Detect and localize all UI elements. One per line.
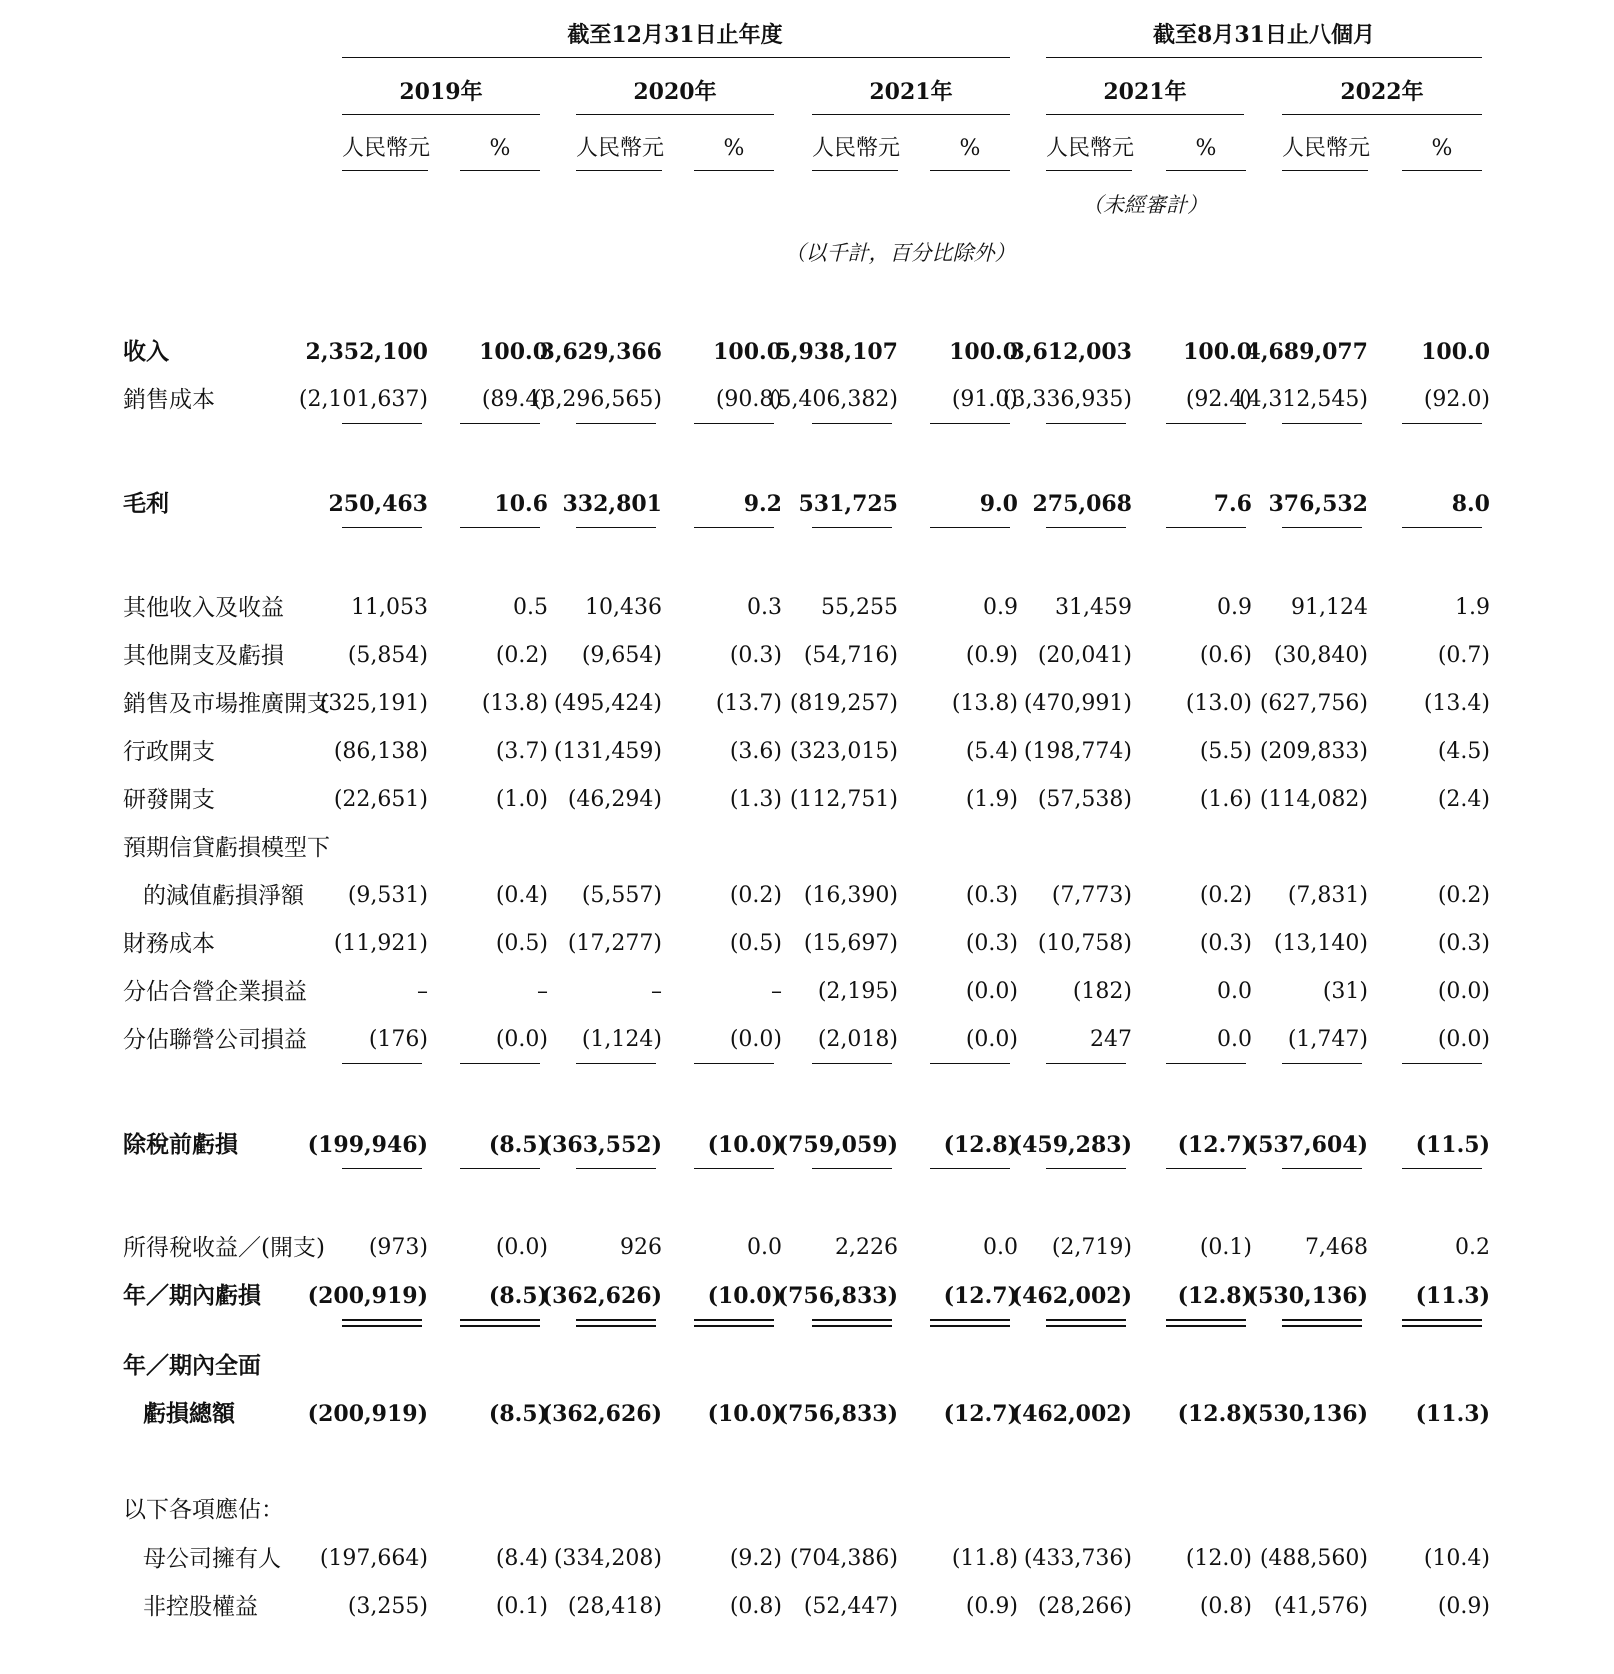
subtotal-rule (576, 1168, 656, 1169)
amount-cell: (5,406,382) (768, 387, 898, 412)
year-underline (576, 114, 774, 115)
pct-cell: (10.0) (707, 1132, 782, 1158)
subtotal-rule (812, 423, 892, 424)
subtotal-rule (930, 527, 1010, 528)
year-header-2019: 2019年 (399, 79, 483, 105)
pct-cell: 0.9 (1217, 595, 1252, 620)
pct-cell: 8.0 (1451, 491, 1490, 517)
pct-cell: – (771, 979, 782, 1004)
pct-cell: 0.5 (513, 595, 548, 620)
amount-cell: (462,002) (1011, 1401, 1132, 1427)
unit-underline (812, 170, 898, 171)
pct-cell: (0.1) (1199, 1235, 1252, 1260)
total-double-rule (1402, 1325, 1482, 1327)
pct-underline (1402, 170, 1482, 171)
subtotal-rule (342, 1063, 422, 1064)
total-double-rule (930, 1325, 1010, 1327)
amount-cell: (114,082) (1259, 787, 1368, 812)
pct-cell: 9.0 (979, 491, 1018, 517)
pct-cell: (0.8) (729, 1594, 782, 1619)
amount-cell: (325,191) (319, 691, 428, 716)
pct-cell: (90.8) (715, 387, 782, 412)
amount-cell: (13,140) (1273, 931, 1368, 956)
row-label: 其他開支及虧損 (123, 643, 284, 669)
subtotal-rule (930, 423, 1010, 424)
subtotal-rule (1402, 527, 1482, 528)
pct-cell: (12.7) (943, 1283, 1018, 1309)
amount-cell: 250,463 (328, 491, 428, 517)
pct-cell: (0.3) (1199, 931, 1252, 956)
total-double-rule (460, 1319, 540, 1321)
pct-cell: (0.0) (965, 979, 1018, 1004)
amount-cell: (2,195) (817, 979, 898, 1004)
year-underline (342, 114, 540, 115)
pct-cell: (0.5) (729, 931, 782, 956)
pct-cell: (0.6) (1199, 643, 1252, 668)
year-underline (812, 114, 1010, 115)
amount-cell: (627,756) (1259, 691, 1368, 716)
group-underline-fiscal-year (342, 57, 1010, 58)
amount-cell: (1,747) (1287, 1027, 1368, 1052)
amount-cell: 531,725 (798, 491, 898, 517)
amount-cell: (470,991) (1023, 691, 1132, 716)
amount-cell: (11,921) (333, 931, 428, 956)
amount-cell: (86,138) (333, 739, 428, 764)
subtotal-rule (342, 527, 422, 528)
row-label: 銷售及市場推廣開支 (123, 691, 330, 717)
amount-cell: (334,208) (553, 1546, 662, 1571)
pct-cell: (11.3) (1415, 1283, 1490, 1309)
amount-cell: 31,459 (1055, 595, 1132, 620)
row-label: 母公司擁有人 (143, 1546, 281, 1572)
amount-cell: (530,136) (1247, 1401, 1368, 1427)
amount-cell: (10,758) (1037, 931, 1132, 956)
pct-cell: (0.2) (729, 883, 782, 908)
pct-cell: (0.8) (1199, 1594, 1252, 1619)
row-label-continued: 虧損總額 (143, 1400, 235, 1427)
pct-cell: 0.0 (1217, 1027, 1252, 1052)
pct-cell: (8.5) (488, 1283, 548, 1309)
amount-cell: (31) (1322, 979, 1368, 1004)
amount-cell: (200,919) (307, 1283, 428, 1309)
subtotal-rule (812, 1063, 892, 1064)
pct-cell: (8.5) (488, 1401, 548, 1427)
subtotal-rule (1282, 1168, 1362, 1169)
amount-cell: 10,436 (585, 595, 662, 620)
pct-cell: 10.6 (494, 491, 548, 517)
total-double-rule (460, 1325, 540, 1327)
pct-cell: (0.0) (1437, 979, 1490, 1004)
subtotal-rule (460, 1168, 540, 1169)
amount-cell: (537,604) (1247, 1132, 1368, 1158)
unit-underline (576, 170, 662, 171)
amount-cell: (973) (368, 1235, 428, 1260)
amount-cell: 376,532 (1268, 491, 1368, 517)
amount-cell: (7,831) (1287, 883, 1368, 908)
amount-cell: (28,418) (567, 1594, 662, 1619)
row-label: 行政開支 (123, 739, 215, 765)
pct-cell: (12.8) (1177, 1401, 1252, 1427)
pct-cell: (1.6) (1199, 787, 1252, 812)
pct-cell: 0.0 (747, 1235, 782, 1260)
row-label: 分佔聯營公司損益 (123, 1027, 307, 1053)
pct-cell: (11.3) (1415, 1401, 1490, 1427)
pct-cell: 0.3 (747, 595, 782, 620)
amount-cell: (530,136) (1247, 1283, 1368, 1309)
amount-cell: (16,390) (803, 883, 898, 908)
pct-cell: (0.2) (1437, 883, 1490, 908)
pct-cell: (89.4) (481, 387, 548, 412)
amount-cell: (2,018) (817, 1027, 898, 1052)
subtotal-rule (812, 1168, 892, 1169)
pct-cell: (0.4) (495, 883, 548, 908)
amount-cell: 4,689,077 (1245, 339, 1368, 365)
pct-cell: (0.3) (965, 931, 1018, 956)
pct-cell: (0.0) (495, 1235, 548, 1260)
amount-cell: (462,002) (1011, 1283, 1132, 1309)
group-header-fiscal-year: 截至12月31日止年度 (567, 22, 783, 48)
amount-cell: 55,255 (821, 595, 898, 620)
pct-cell: (2.4) (1437, 787, 1490, 812)
year-header-2021-8m: 2021年 (1103, 79, 1187, 105)
pct-cell: (1.3) (729, 787, 782, 812)
subtotal-rule (694, 527, 774, 528)
pct-cell: 0.2 (1455, 1235, 1490, 1260)
amount-cell: (756,833) (777, 1283, 898, 1309)
subtotal-rule (694, 423, 774, 424)
pct-cell: (0.3) (1437, 931, 1490, 956)
amount-cell: (459,283) (1011, 1132, 1132, 1158)
amount-cell: 11,053 (351, 595, 428, 620)
amount-cell: 3,612,003 (1009, 339, 1132, 365)
amount-cell: (197,664) (319, 1546, 428, 1571)
amount-cell: 7,468 (1305, 1235, 1368, 1260)
pct-cell: (8.4) (495, 1546, 548, 1571)
pct-cell: (92.4) (1185, 387, 1252, 412)
row-label: 財務成本 (123, 931, 215, 957)
row-label: 除稅前虧損 (123, 1131, 238, 1158)
pct-cell: (0.0) (495, 1027, 548, 1052)
unaudited-note: （未經審計） (1082, 193, 1208, 217)
pct-cell: 7.6 (1213, 491, 1252, 517)
unit-header: 人民幣元 (342, 136, 431, 161)
row-label: 年／期內全面 (123, 1352, 261, 1379)
subtotal-rule (812, 527, 892, 528)
amount-cell: (46,294) (567, 787, 662, 812)
amount-cell: (198,774) (1023, 739, 1132, 764)
pct-cell: (12.7) (1177, 1132, 1252, 1158)
unit-underline (1046, 170, 1132, 171)
pct-cell: 100.0 (479, 339, 548, 365)
row-label: 收入 (123, 338, 169, 365)
amount-cell: (9,531) (347, 883, 428, 908)
unit-header: 人民幣元 (812, 136, 901, 161)
pct-cell: (0.0) (729, 1027, 782, 1052)
pct-cell: (10.0) (707, 1283, 782, 1309)
row-label: 以下各項應佔： (123, 1497, 284, 1523)
amount-cell: (54,716) (803, 643, 898, 668)
group-underline-eight-months (1046, 57, 1482, 58)
subtotal-rule (930, 1168, 1010, 1169)
subtotal-rule (694, 1168, 774, 1169)
amount-cell: (182) (1072, 979, 1132, 1004)
pct-header: % (1195, 136, 1217, 161)
amount-cell: (3,255) (347, 1594, 428, 1619)
amount-cell: 247 (1090, 1027, 1132, 1052)
pct-cell: (12.8) (943, 1132, 1018, 1158)
pct-cell: (0.7) (1437, 643, 1490, 668)
pct-cell: 9.2 (743, 491, 782, 517)
amount-cell: 332,801 (562, 491, 662, 517)
amount-cell: (41,576) (1273, 1594, 1368, 1619)
amount-cell: (362,626) (541, 1401, 662, 1427)
row-label: 預期信貸虧損模型下 (123, 835, 330, 861)
total-double-rule (1402, 1319, 1482, 1321)
pct-header: % (959, 136, 981, 161)
row-label: 銷售成本 (123, 387, 215, 413)
pct-cell: (13.4) (1423, 691, 1490, 716)
pct-header: % (723, 136, 745, 161)
subtotal-rule (460, 527, 540, 528)
pct-cell: (13.0) (1185, 691, 1252, 716)
pct-underline (930, 170, 1010, 171)
amount-cell: (5,854) (347, 643, 428, 668)
pct-cell: (13.8) (951, 691, 1018, 716)
total-double-rule (1046, 1319, 1126, 1321)
amount-cell: (362,626) (541, 1283, 662, 1309)
subtotal-rule (576, 1063, 656, 1064)
amount-cell: 5,938,107 (775, 339, 898, 365)
pct-cell: (0.0) (1437, 1027, 1490, 1052)
unit-header: 人民幣元 (1046, 136, 1135, 161)
pct-cell: 100.0 (1183, 339, 1252, 365)
subtotal-rule (694, 1063, 774, 1064)
pct-cell: (12.7) (943, 1401, 1018, 1427)
pct-underline (694, 170, 774, 171)
amount-cell: (488,560) (1259, 1546, 1368, 1571)
thousands-note: （以千計，百分比除外） (784, 241, 1016, 265)
amount-cell: (2,719) (1051, 1235, 1132, 1260)
group-header-eight-months: 截至8月31日止八個月 (1153, 22, 1375, 48)
amount-cell: (5,557) (581, 883, 662, 908)
amount-cell: (495,424) (553, 691, 662, 716)
amount-cell: 926 (620, 1235, 662, 1260)
year-underline (1282, 114, 1482, 115)
subtotal-rule (1046, 527, 1126, 528)
amount-cell: (433,736) (1023, 1546, 1132, 1571)
amount-cell: 3,629,366 (539, 339, 662, 365)
total-double-rule (1282, 1319, 1362, 1321)
amount-cell: (22,651) (333, 787, 428, 812)
total-double-rule (342, 1319, 422, 1321)
pct-cell: 1.9 (1455, 595, 1490, 620)
subtotal-rule (1046, 1168, 1126, 1169)
amount-cell: (1,124) (581, 1027, 662, 1052)
total-double-rule (1046, 1325, 1126, 1327)
pct-cell: (0.0) (965, 1027, 1018, 1052)
amount-cell: – (651, 979, 662, 1004)
row-label: 其他收入及收益 (123, 595, 284, 621)
pct-underline (1166, 170, 1246, 171)
amount-cell: (57,538) (1037, 787, 1132, 812)
pct-cell: (1.9) (965, 787, 1018, 812)
subtotal-rule (1402, 423, 1482, 424)
row-label: 非控股權益 (143, 1594, 258, 1620)
subtotal-rule (1046, 423, 1126, 424)
subtotal-rule (1282, 423, 1362, 424)
pct-cell: (0.2) (495, 643, 548, 668)
pct-cell: (0.9) (965, 643, 1018, 668)
pct-cell: (8.5) (488, 1132, 548, 1158)
pct-cell: (0.5) (495, 931, 548, 956)
pct-cell: (0.3) (965, 883, 1018, 908)
pct-cell: (91.0) (951, 387, 1018, 412)
subtotal-rule (342, 1168, 422, 1169)
amount-cell: (28,266) (1037, 1594, 1132, 1619)
amount-cell: (819,257) (789, 691, 898, 716)
pct-cell: (92.0) (1423, 387, 1490, 412)
total-double-rule (1166, 1319, 1246, 1321)
pct-underline (460, 170, 540, 171)
row-label: 分佔合營企業損益 (123, 979, 307, 1005)
subtotal-rule (342, 423, 422, 424)
amount-cell: (200,919) (307, 1401, 428, 1427)
amount-cell: (3,296,565) (532, 387, 662, 412)
pct-cell: (11.8) (951, 1546, 1018, 1571)
amount-cell: (20,041) (1037, 643, 1132, 668)
pct-cell: (0.9) (965, 1594, 1018, 1619)
amount-cell: 2,226 (835, 1235, 898, 1260)
year-header-2022-8m: 2022年 (1340, 79, 1424, 105)
pct-cell: (3.7) (495, 739, 548, 764)
amount-cell: – (417, 979, 428, 1004)
amount-cell: (199,946) (307, 1132, 428, 1158)
total-double-rule (812, 1325, 892, 1327)
subtotal-rule (460, 423, 540, 424)
pct-cell: (11.5) (1415, 1132, 1490, 1158)
amount-cell: (363,552) (541, 1132, 662, 1158)
subtotal-rule (1282, 527, 1362, 528)
unit-header: 人民幣元 (576, 136, 665, 161)
pct-cell: 0.9 (983, 595, 1018, 620)
amount-cell: (112,751) (789, 787, 898, 812)
total-double-rule (1282, 1325, 1362, 1327)
year-header-2021-fy: 2021年 (869, 79, 953, 105)
amount-cell: (15,697) (803, 931, 898, 956)
subtotal-rule (930, 1063, 1010, 1064)
total-double-rule (694, 1319, 774, 1321)
pct-cell: 0.0 (1217, 979, 1252, 1004)
pct-cell: 100.0 (1421, 339, 1490, 365)
total-double-rule (576, 1325, 656, 1327)
pct-cell: (3.6) (729, 739, 782, 764)
unit-header: 人民幣元 (1282, 136, 1371, 161)
amount-cell: (704,386) (789, 1546, 898, 1571)
unit-underline (1282, 170, 1368, 171)
pct-cell: (0.9) (1437, 1594, 1490, 1619)
subtotal-rule (1166, 1063, 1246, 1064)
subtotal-rule (1166, 527, 1246, 528)
total-double-rule (694, 1325, 774, 1327)
pct-header: % (1431, 136, 1453, 161)
pct-cell: 100.0 (949, 339, 1018, 365)
amount-cell: (4,312,545) (1238, 387, 1368, 412)
pct-cell: (10.0) (707, 1401, 782, 1427)
pct-cell: (13.8) (481, 691, 548, 716)
amount-cell: (17,277) (567, 931, 662, 956)
pct-cell: (4.5) (1437, 739, 1490, 764)
pct-cell: (0.2) (1199, 883, 1252, 908)
pct-cell: 0.0 (983, 1235, 1018, 1260)
pct-cell: (0.3) (729, 643, 782, 668)
row-label: 研發開支 (123, 787, 215, 813)
pct-cell: (1.0) (495, 787, 548, 812)
pct-cell: – (537, 979, 548, 1004)
pct-cell: (0.1) (495, 1594, 548, 1619)
amount-cell: (3,336,935) (1002, 387, 1132, 412)
subtotal-rule (1166, 1168, 1246, 1169)
total-double-rule (1166, 1325, 1246, 1327)
amount-cell: (9,654) (581, 643, 662, 668)
unit-underline (342, 170, 428, 171)
amount-cell: 91,124 (1291, 595, 1368, 620)
pct-cell: (12.0) (1185, 1546, 1252, 1571)
subtotal-rule (576, 423, 656, 424)
subtotal-rule (1402, 1168, 1482, 1169)
amount-cell: (209,833) (1259, 739, 1368, 764)
pct-cell: (9.2) (729, 1546, 782, 1571)
amount-cell: (7,773) (1051, 883, 1132, 908)
amount-cell: (52,447) (803, 1594, 898, 1619)
row-label: 毛利 (123, 490, 169, 517)
row-label: 所得稅收益／(開支) (123, 1235, 325, 1261)
total-double-rule (930, 1319, 1010, 1321)
amount-cell: 2,352,100 (305, 339, 428, 365)
pct-cell: (10.4) (1423, 1546, 1490, 1571)
pct-cell: (13.7) (715, 691, 782, 716)
amount-cell: (756,833) (777, 1401, 898, 1427)
year-header-2020: 2020年 (633, 79, 717, 105)
subtotal-rule (576, 527, 656, 528)
pct-header: % (489, 136, 511, 161)
subtotal-rule (1402, 1063, 1482, 1064)
amount-cell: (2,101,637) (298, 387, 428, 412)
row-label-continued: 的減值虧損淨額 (143, 883, 304, 909)
subtotal-rule (1282, 1063, 1362, 1064)
row-label: 年／期內虧損 (123, 1282, 261, 1309)
pct-cell: (5.4) (965, 739, 1018, 764)
total-double-rule (576, 1319, 656, 1321)
amount-cell: (30,840) (1273, 643, 1368, 668)
total-double-rule (342, 1325, 422, 1327)
total-double-rule (812, 1319, 892, 1321)
amount-cell: 275,068 (1032, 491, 1132, 517)
pct-cell: 100.0 (713, 339, 782, 365)
amount-cell: (131,459) (553, 739, 662, 764)
pct-cell: (12.8) (1177, 1283, 1252, 1309)
pct-cell: (5.5) (1199, 739, 1252, 764)
subtotal-rule (460, 1063, 540, 1064)
subtotal-rule (1166, 423, 1246, 424)
amount-cell: (759,059) (777, 1132, 898, 1158)
amount-cell: (323,015) (789, 739, 898, 764)
subtotal-rule (1046, 1063, 1126, 1064)
amount-cell: (176) (368, 1027, 428, 1052)
year-underline (1046, 114, 1244, 115)
